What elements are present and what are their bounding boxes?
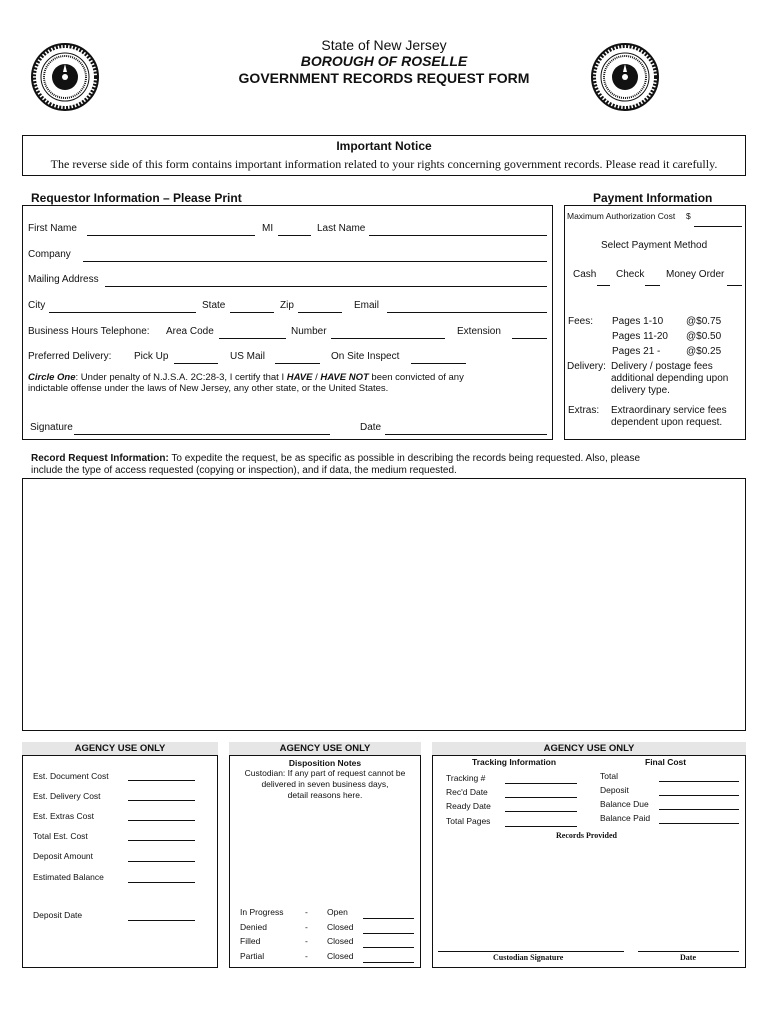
record-request-label: Record Request Information:	[31, 453, 169, 464]
on-site-field[interactable]	[411, 363, 466, 364]
agency1-deposit-date-field[interactable]	[128, 920, 195, 921]
first-name-field[interactable]	[87, 235, 255, 236]
first-name-label: First Name	[28, 223, 77, 234]
select-payment-label: Select Payment Method	[601, 240, 708, 251]
status-field-3[interactable]	[363, 947, 414, 948]
requestor-box	[22, 205, 553, 440]
number-field[interactable]	[331, 338, 445, 339]
header-form-title: GOVERNMENT RECORDS REQUEST FORM	[238, 70, 530, 86]
money-order-field[interactable]	[727, 285, 742, 286]
signature-label: Signature	[30, 422, 73, 433]
delivery-text-1: Delivery / postage fees	[611, 361, 713, 372]
tracking-title: Tracking Information	[472, 757, 557, 767]
agency1-row-2: Est. Delivery Cost	[33, 791, 101, 801]
status-field-2[interactable]	[363, 933, 414, 934]
header-borough: BOROUGH OF ROSELLE	[300, 53, 468, 69]
delivery-text-2: additional depending upon	[611, 373, 729, 384]
have-not-option[interactable]: HAVE NOT	[320, 372, 369, 383]
status-dash-2: -	[305, 922, 308, 932]
city-label: City	[28, 300, 46, 311]
agency3-heading: AGENCY USE ONLY	[432, 742, 746, 755]
area-code-field[interactable]	[219, 338, 286, 339]
status-left-3: Filled	[240, 936, 261, 946]
certify-text-2: been convicted of any	[368, 372, 464, 383]
agency1-row-4: Total Est. Cost	[33, 831, 88, 841]
fee-rate-2: @$0.50	[686, 331, 722, 342]
tracking-label-1: Tracking #	[446, 773, 486, 783]
disposition-text-2: delivered in seven business days,	[261, 779, 389, 789]
signature-field[interactable]	[74, 434, 330, 435]
final-label-2: Deposit	[600, 785, 629, 795]
delivery-label: Delivery:	[567, 361, 606, 372]
state-label: State	[202, 300, 226, 311]
tracking-label-3: Ready Date	[446, 801, 491, 811]
notice-text: The reverse side of this form contains important information related to your rights concerning government records. Please read it carefully.	[50, 157, 718, 171]
state-field[interactable]	[230, 312, 274, 313]
disposition-text-1: Custodian: If any part of request cannot be	[244, 768, 406, 778]
status-right-2: Closed	[327, 922, 354, 932]
record-request-line-2: include the type of access requested (copying or inspection), and if data, the medium requested.	[31, 465, 457, 476]
preferred-delivery-label: Preferred Delivery:	[28, 351, 112, 362]
status-field-4[interactable]	[363, 962, 414, 963]
disposition-text-3: detail reasons here.	[287, 790, 363, 800]
final-cost-title: Final Cost	[645, 757, 687, 767]
custodian-date-field[interactable]	[638, 951, 739, 952]
disposition-title: Disposition Notes	[288, 758, 362, 768]
tracking-label-4: Total Pages	[446, 816, 491, 826]
custodian-date-label: Date	[680, 953, 696, 962]
on-site-label: On Site Inspect	[331, 351, 400, 362]
final-field-3[interactable]	[659, 809, 739, 810]
company-field[interactable]	[83, 261, 547, 262]
tracking-label-2: Rec'd Date	[446, 787, 488, 797]
agency1-field-3[interactable]	[128, 820, 195, 821]
mi-field[interactable]	[278, 235, 311, 236]
agency1-deposit-date: Deposit Date	[33, 910, 83, 920]
extras-label: Extras:	[568, 405, 600, 416]
slash: /	[312, 372, 321, 383]
status-dash-3: -	[305, 936, 308, 946]
agency1-field-5[interactable]	[128, 861, 195, 862]
agency1-field-6[interactable]	[128, 882, 195, 883]
record-request-line-1	[31, 453, 640, 464]
notice-title: Important Notice	[336, 139, 432, 153]
status-dash-4: -	[305, 951, 308, 961]
agency1-field-2[interactable]	[128, 800, 195, 801]
mailing-address-label: Mailing Address	[28, 274, 99, 285]
date-label: Date	[360, 422, 382, 433]
check-label: Check	[616, 269, 645, 280]
fees-label: Fees:	[568, 316, 594, 327]
final-label-1: Total	[600, 771, 618, 781]
mi-label: MI	[262, 223, 274, 234]
cash-label: Cash	[573, 269, 597, 280]
record-request-text-1: To expedite the request, be as specific as possible in describing the records being requested. Also, please	[168, 453, 641, 464]
agency1-field-4[interactable]	[128, 840, 195, 841]
pick-up-label: Pick Up	[134, 351, 169, 362]
payment-heading: Payment Information	[593, 191, 713, 205]
status-left-2: Denied	[240, 922, 267, 932]
status-field-1[interactable]	[363, 918, 414, 919]
extension-label: Extension	[457, 326, 501, 337]
check-field[interactable]	[645, 285, 660, 286]
have-option[interactable]: HAVE	[286, 372, 313, 383]
record-request-textarea[interactable]	[22, 478, 746, 731]
fee-pages-3: Pages 21 -	[612, 346, 661, 357]
fee-pages-2: Pages 11-20	[612, 331, 668, 342]
email-field[interactable]	[387, 312, 547, 313]
last-name-label: Last Name	[317, 223, 366, 234]
date-field[interactable]	[385, 434, 547, 435]
agency1-row-3: Est. Extras Cost	[33, 811, 94, 821]
area-code-label: Area Code	[166, 326, 214, 337]
money-order-label: Money Order	[666, 269, 725, 280]
agency1-heading: AGENCY USE ONLY	[22, 742, 218, 755]
agency1-row-5: Deposit Amount	[33, 851, 94, 861]
requestor-heading: Requestor Information – Please Print	[31, 191, 242, 205]
fee-rate-1: @$0.75	[686, 316, 722, 327]
cash-field[interactable]	[597, 285, 610, 286]
max-auth-label: Maximum Authorization Cost	[567, 211, 676, 221]
status-left-4: Partial	[240, 951, 265, 961]
tracking-field-1[interactable]	[505, 783, 577, 784]
status-right-4: Closed	[327, 951, 354, 961]
zip-label: Zip	[280, 300, 294, 311]
us-mail-field[interactable]	[275, 363, 320, 364]
email-label: Email	[354, 300, 380, 311]
extension-field[interactable]	[512, 338, 547, 339]
circle-one-label: Circle One	[28, 372, 76, 383]
dollar-sign: $	[686, 211, 691, 221]
mailing-address-field[interactable]	[105, 286, 547, 287]
number-label: Number	[291, 326, 327, 337]
agency1-row-6: Estimated Balance	[33, 872, 104, 882]
status-left-1: In Progress	[240, 907, 284, 917]
status-right-3: Closed	[327, 936, 354, 946]
final-field-1[interactable]	[659, 781, 739, 782]
records-provided-label: Records Provided	[556, 831, 617, 840]
tracking-field-2[interactable]	[505, 797, 577, 798]
header-state: State of New Jersey	[321, 37, 447, 53]
fee-rate-3: @$0.25	[686, 346, 722, 357]
city-field[interactable]	[49, 312, 196, 313]
business-phone-label: Business Hours Telephone:	[28, 326, 150, 337]
pick-up-field[interactable]	[174, 363, 218, 364]
custodian-signature-label: Custodian Signature	[493, 953, 564, 962]
tracking-field-3[interactable]	[505, 811, 577, 812]
final-field-2[interactable]	[659, 795, 739, 796]
us-mail-label: US Mail	[230, 351, 266, 362]
fee-pages-1: Pages 1-10	[612, 316, 664, 327]
last-name-field[interactable]	[369, 235, 547, 236]
status-dash-1: -	[305, 907, 308, 917]
final-label-3: Balance Due	[600, 799, 649, 809]
status-right-1: Open	[327, 907, 348, 917]
zip-field[interactable]	[298, 312, 342, 313]
agency1-row-1: Est. Document Cost	[33, 771, 109, 781]
important-notice-box	[22, 135, 746, 176]
certify-text-1: : Under penalty of N.J.S.A. 2C:28-3, I certify that I	[75, 372, 287, 383]
certification-line-2: indictable offense under the laws of New Jersey, any other state, or the United States.	[28, 383, 389, 394]
tracking-field-4[interactable]	[505, 826, 577, 827]
delivery-text-3: delivery type.	[611, 385, 670, 396]
extras-text-1: Extraordinary service fees	[611, 405, 727, 416]
agency2-heading: AGENCY USE ONLY	[229, 742, 421, 755]
extras-text-2: dependent upon request.	[611, 417, 723, 428]
company-label: Company	[28, 249, 71, 260]
final-label-4: Balance Paid	[600, 813, 651, 823]
agency1-field-1[interactable]	[128, 780, 195, 781]
custodian-signature-field[interactable]	[438, 951, 624, 952]
max-auth-field[interactable]	[694, 226, 742, 227]
final-field-4[interactable]	[659, 823, 739, 824]
certification-line-1	[28, 372, 464, 383]
